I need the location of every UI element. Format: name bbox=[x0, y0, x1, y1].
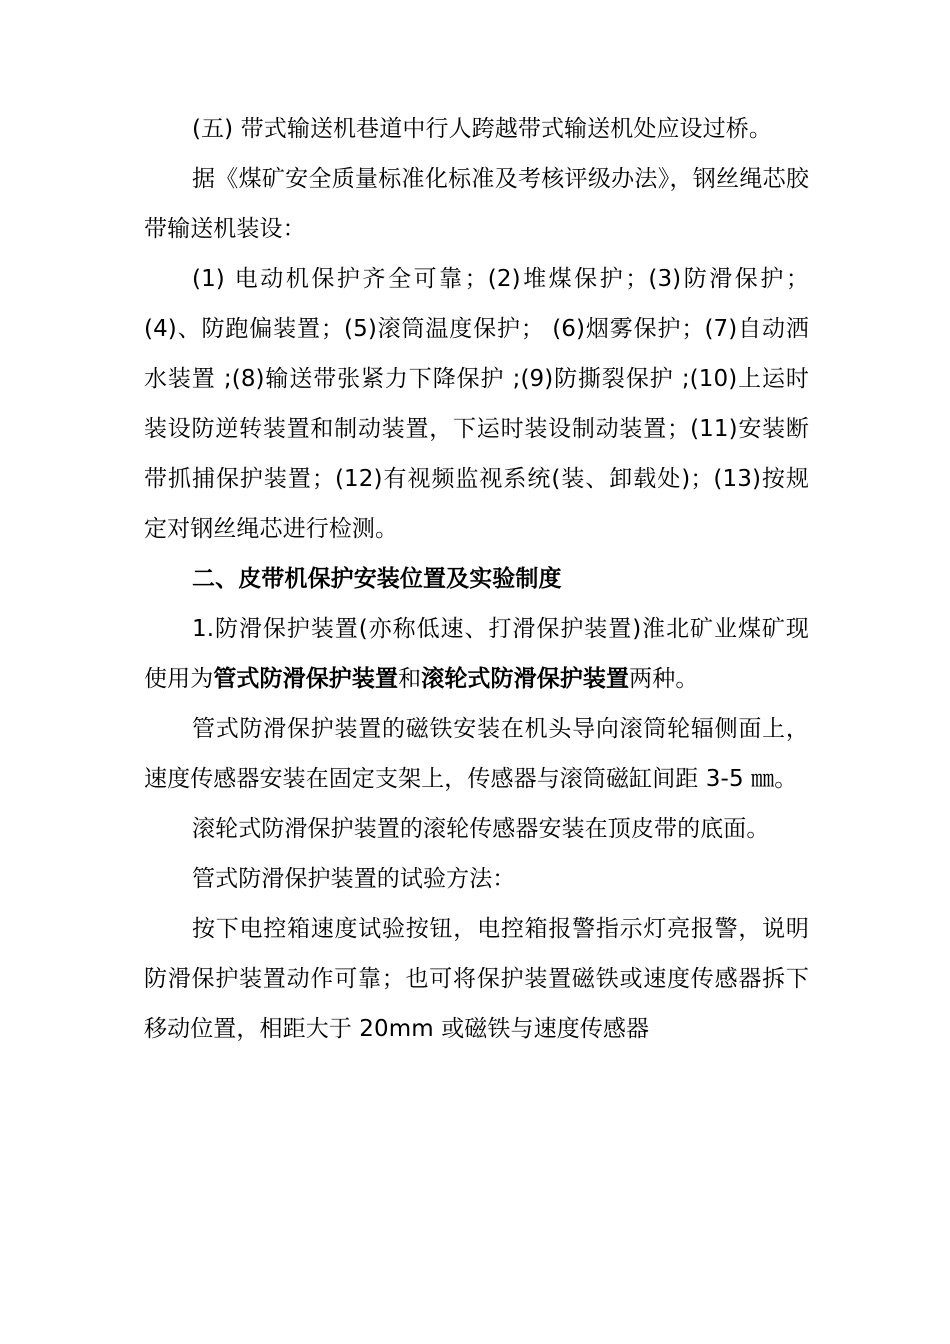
paragraph-anti-slip-types bbox=[144, 604, 809, 704]
roller-anti-slip-bold: 滚轮式防滑保护装置 bbox=[421, 666, 630, 692]
anti-slip-end-text: 两种。 bbox=[629, 666, 699, 692]
document-body bbox=[144, 104, 809, 1054]
paragraph-roller-installation: 滚轮式防滑保护装置的滚轮传感器安装在顶皮带的底面。 bbox=[192, 816, 770, 842]
paragraph-test-method-title: 管式防滑保护装置的试验方法： bbox=[192, 866, 516, 892]
paragraph-bridge: (五) 带式输送机巷道中行人跨越带式输送机处应设过桥。 bbox=[192, 116, 772, 142]
section-heading: 二、皮带机保护安装位置及实验制度 bbox=[192, 566, 562, 592]
anti-slip-and-text: 和 bbox=[398, 666, 422, 692]
paragraph-protection-list: (1) 电动机保护齐全可靠；(2)堆煤保护；(3)防滑保护；(4)、防跑偏装置；(5)滚筒温度保护； (6)烟雾保护；(7)自动洒水装置 ;(8)输送带张紧力下降保护 ;(9)防撕裂保护 ;(10)上运时装设防逆转装置和制动装置，下运时装设制动装置；(11)安装断带抓捕保护装置；(12)有视频监视系统(装、卸载处)；(13)按规定对钢丝绳芯进行检测。 bbox=[144, 266, 809, 542]
tube-anti-slip-bold: 管式防滑保护装置 bbox=[213, 666, 399, 692]
paragraph-test-method-body: 按下电控箱速度试验按钮，电控箱报警指示灯亮报警，说明防滑保护装置动作可靠；也可将保护装置磁铁或速度传感器拆下移动位置，相距大于 20mm 或磁铁与速度传感器 bbox=[144, 916, 809, 1042]
paragraph-tube-installation: 管式防滑保护装置的磁铁安装在机头导向滚筒轮辐侧面上，速度传感器安装在固定支架上，传感器与滚筒磁缸间距 3-5 ㎜。 bbox=[144, 716, 809, 792]
paragraph-standard-intro: 据《煤矿安全质量标准化标准及考核评级办法》，钢丝绳芯胶带输送机装设： bbox=[144, 166, 809, 242]
anti-slip-intro-text: 1.防滑保护装置(亦称低速、打滑保护装置)淮北矿业煤矿现使用为 bbox=[144, 616, 809, 692]
